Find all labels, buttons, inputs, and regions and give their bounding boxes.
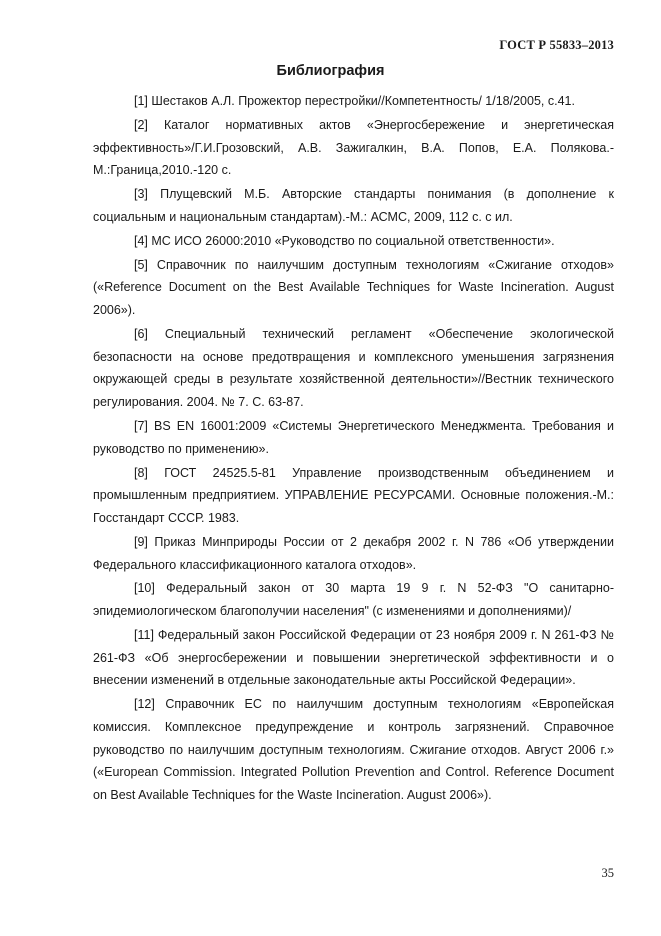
page-title: Библиография — [276, 63, 385, 79]
reference-2: [2] Каталог нормативных актов «Энергосбережение и энергетическая эффективность»/Г.И.Грозовский, А.В. Зажигалкин, В.А. Попов, Е.А. Полякова.-М.:Граница,2010.-120 с. — [93, 117, 614, 178]
reference-12: [12] Справочник ЕС по наилучшим доступным технологиям «Европейская комиссия. Комплексное предупреждение и контроль загрязнений. Справочное руководство по наилучшим доступным технологиям. Сжигание отходов. Август 2006 г.» («European Commission. Integrated Pollution Prevention and Control. Reference Document on Best Available Techniques for the Waste Incineration. August 2006»). — [93, 697, 614, 803]
reference-6: [6] Специальный технический регламент «Обеспечение экологической безопасности на основе предотвращения и комплексного уменьшения загрязнения окружающей среды в результате хозяйственной деятельности»//Вестник технического регулирования. 2004. № 7. С. 63-87. — [93, 326, 614, 410]
reference-11: [11] Федеральный закон Российской Федерации от 23 ноября 2009 г. N 261-ФЗ № 261-ФЗ «Об энергосбережении и повышении энергетической эффективности и о внесении изменений в отдельные законодательные акты Российской Федерации». — [93, 628, 614, 688]
reference-7: [7] BS EN 16001:2009 «Системы Энергетического Менеджмента. Требования и руководство по применению». — [93, 418, 614, 456]
page-number: 35 — [601, 866, 614, 880]
reference-1: [1] Шестаков А.Л. Прожектор перестройки//Компетентность/ 1/18/2005, с.41. — [134, 94, 575, 108]
document-header-standard: ГОСТ Р 55833–2013 — [499, 38, 614, 52]
reference-4: [4] МС ИСО 26000:2010 «Руководство по социальной ответственности». — [134, 233, 555, 248]
reference-5: [5] Справочник по наилучшим доступным технологиям «Сжигание отходов» («Reference Document on the Best Available Techniques for Waste Incineration. August 2006»). — [93, 257, 614, 318]
reference-3: [3] Плущевский М.Б. Авторские стандарты понимания (в дополнение к социальным и национальным стандартам).-М.: АСМС, 2009, 112 с. с ил. — [93, 187, 614, 224]
reference-9: [9] Приказ Минприроды России от 2 декабря 2002 г. N 786 «Об утверждении Федерального классификационного каталога отходов». — [93, 534, 614, 572]
bibliography-list — [93, 90, 614, 808]
reference-10: [10] Федеральный закон от 30 марта 19 9 г. N 52-ФЗ "О санитарно-эпидемиологическом благополучии населения" (с изменениями и дополнениями)/ — [93, 581, 614, 619]
reference-8: [8] ГОСТ 24525.5-81 Управление производственным объединением и промышленным предприятием. УПРАВЛЕНИЕ РЕСУРСАМИ. Основные положения.-М.: Госстандарт СССР. 1983. — [93, 465, 614, 525]
